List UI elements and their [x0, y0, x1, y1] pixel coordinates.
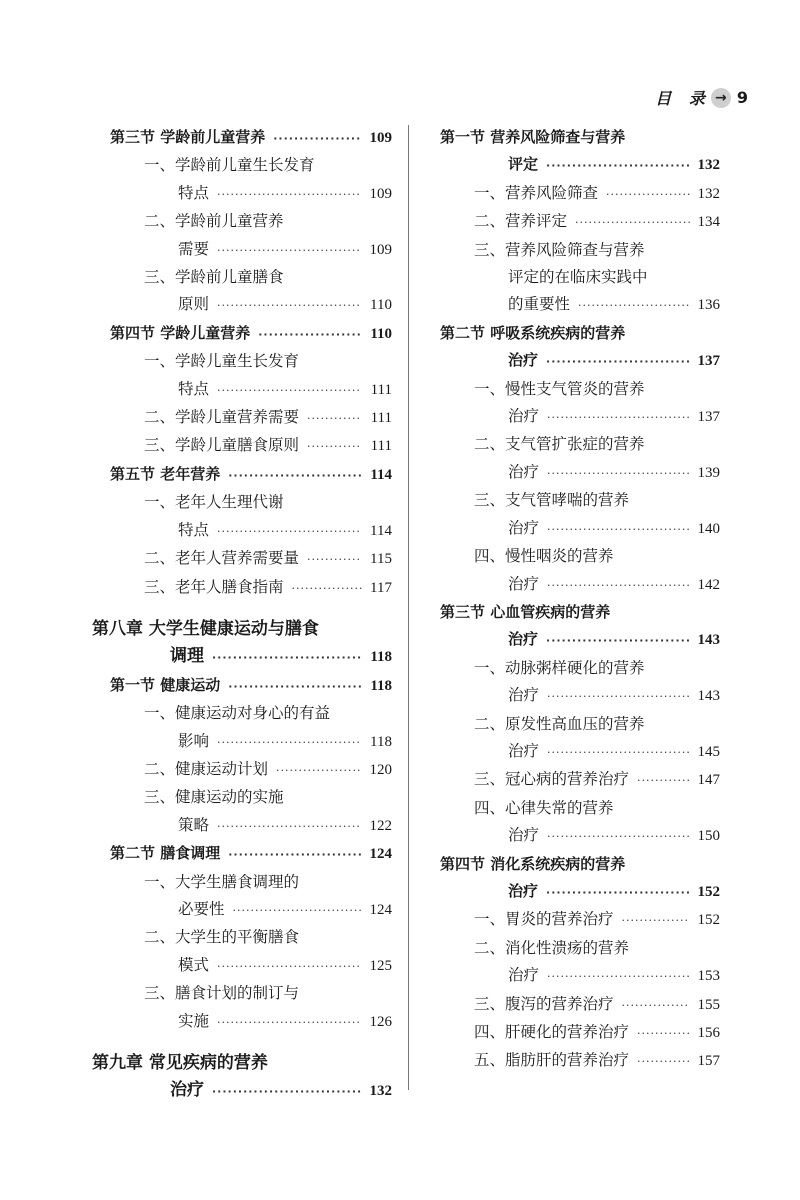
entry-title: 五、脂肪肝的营养治疗: [474, 1051, 630, 1070]
toc-item-entry[interactable]: [440, 208, 720, 236]
toc-item-entry[interactable]: [440, 795, 720, 851]
entry-title: 第一节 健康运动: [110, 675, 221, 694]
page-ref: 111: [370, 381, 392, 398]
entry-title: 一、动脉粥样硬化的营养: [474, 658, 645, 677]
entry-title: 一、健康运动对身心的有益: [144, 704, 331, 723]
entry-title: 第三节 学龄前儿童营养: [110, 128, 266, 146]
leader-dots: [606, 181, 690, 208]
page-ref: 140: [697, 520, 720, 537]
toc-item-entry[interactable]: [440, 655, 720, 711]
entry-title: 二、支气管扩张症的营养: [474, 435, 645, 454]
leader-dots: [622, 992, 690, 1019]
leader-dots: [547, 516, 690, 543]
entry-title-cont: 治疗: [508, 518, 540, 537]
entry-title: 二、学龄儿童营养需要: [144, 408, 300, 427]
entry-title-cont: 影响: [178, 731, 210, 750]
entry-title: 第三节 心血管疾病的营养: [440, 602, 611, 621]
leader-dots: [547, 572, 690, 599]
page-ref: 110: [370, 297, 392, 314]
toc-item-entry[interactable]: [92, 784, 392, 840]
leader-dots: [622, 907, 690, 934]
page-ref: 132: [697, 185, 720, 202]
toc-section-entry[interactable]: [92, 320, 392, 348]
page-header: [655, 86, 748, 109]
toc-chapter-entry[interactable]: [92, 1050, 392, 1106]
leader-dots: [307, 433, 362, 460]
entry-title: 第二节 呼吸系统疾病的营养: [440, 323, 626, 342]
toc-right-column: [440, 124, 720, 1076]
page-ref: 118: [370, 649, 392, 666]
leader-dots: [547, 963, 690, 990]
entry-title: 三、学龄儿童膳食原则: [144, 436, 300, 455]
toc-item-entry[interactable]: [440, 376, 720, 432]
entry-title: 第九章 常见疾病的营养: [92, 1053, 268, 1073]
toc-section-entry[interactable]: [440, 599, 720, 655]
entry-title-cont: 治疗: [508, 741, 540, 760]
leader-dots: [546, 627, 690, 654]
entry-title-cont: 治疗: [508, 826, 540, 845]
leader-dots: [546, 348, 690, 375]
entry-title: 第四节 消化系统疾病的营养: [440, 854, 626, 873]
toc-section-entry[interactable]: [92, 840, 392, 868]
page-ref: 117: [370, 579, 392, 596]
page-ref: 152: [697, 912, 720, 929]
page-ref: 143: [697, 688, 720, 705]
entry-title-cont: 特点: [178, 183, 210, 202]
entry-title: 二、老年人营养需要量: [144, 549, 300, 568]
toc-item-entry[interactable]: [92, 489, 392, 545]
page-ref: 125: [369, 957, 392, 974]
page-number: 9: [736, 88, 748, 107]
toc-item-entry[interactable]: [440, 1047, 720, 1075]
entry-title-cont: 治疗: [170, 1080, 204, 1101]
toc-item-entry[interactable]: [92, 152, 392, 208]
entry-title: 第四节 学龄儿童营养: [110, 323, 251, 342]
page-ref: 120: [369, 761, 392, 778]
header-label: 目 录: [655, 89, 711, 108]
entry-title: 二、健康运动计划: [144, 759, 269, 778]
leader-dots: [217, 377, 362, 404]
leader-dots: [307, 546, 362, 573]
leader-dots: [637, 1048, 690, 1075]
toc-item-entry[interactable]: [440, 1019, 720, 1047]
page-ref: 111: [370, 410, 392, 427]
page-ref: 134: [697, 214, 720, 231]
page-ref: 118: [370, 677, 392, 694]
entry-title: 四、慢性咽炎的营养: [474, 547, 614, 566]
page-ref: 118: [370, 733, 392, 750]
entry-title: 三、营养风险筛查与营养: [474, 240, 645, 259]
leader-dots: [217, 953, 362, 980]
page-ref: 132: [697, 157, 720, 174]
toc-section-entry[interactable]: [92, 461, 392, 489]
entry-title-cont: 特点: [178, 520, 210, 539]
arrow-right-icon: →: [711, 88, 731, 108]
leader-dots: [547, 739, 690, 766]
toc-item-entry[interactable]: [92, 574, 392, 602]
page-ref: 136: [697, 297, 720, 314]
leader-dots: [575, 209, 690, 236]
leader-dots: [217, 518, 362, 545]
entry-title-cont: 治疗: [508, 881, 539, 900]
entry-title-cont: 原则: [178, 295, 210, 314]
entry-title: 三、支气管哮喘的营养: [474, 491, 630, 510]
page-ref: 124: [369, 846, 392, 863]
entry-title: 三、冠心病的营养治疗: [474, 770, 630, 789]
page-ref: 150: [697, 828, 720, 845]
page-ref: 156: [697, 1025, 720, 1041]
toc-item-entry[interactable]: [92, 756, 392, 784]
leader-dots: [233, 897, 362, 924]
leader-dots: [292, 575, 362, 602]
entry-title: 二、学龄前儿童营养: [144, 212, 284, 231]
leader-dots: [547, 823, 690, 850]
page-ref: 132: [369, 1083, 392, 1100]
page-ref: 153: [697, 968, 720, 985]
entry-title-cont: 必要性: [178, 899, 225, 918]
leader-dots: [276, 757, 362, 784]
leader-dots: [217, 181, 362, 208]
page-ref: 115: [370, 551, 392, 568]
leader-dots: [578, 292, 690, 319]
toc-item-entry[interactable]: [440, 180, 720, 208]
toc-section-entry[interactable]: [440, 320, 720, 376]
toc-item-entry[interactable]: [440, 935, 720, 991]
entry-title-cont: 模式: [178, 955, 210, 974]
leader-dots: [217, 813, 362, 840]
page-ref: 143: [697, 632, 720, 649]
page-ref: 147: [697, 772, 720, 789]
page-ref: 152: [697, 883, 720, 900]
toc-item-entry[interactable]: [440, 711, 720, 767]
entry-title: 三、膳食计划的制订与: [144, 984, 300, 1003]
entry-title-cont: 治疗: [508, 351, 539, 370]
toc-item-entry[interactable]: [440, 237, 720, 320]
entry-title: 三、腹泻的营养治疗: [474, 994, 614, 1013]
column-divider: [408, 125, 409, 1090]
page-ref: 124: [369, 901, 392, 918]
entry-title-cont: 调理: [170, 646, 204, 667]
entry-title-cont: 需要: [178, 239, 210, 258]
page-ref: 114: [370, 466, 392, 483]
leader-dots: [217, 1009, 362, 1036]
toc-item-entry[interactable]: [92, 264, 392, 320]
leader-dots: [228, 462, 362, 489]
leader-dots: [307, 405, 362, 432]
entry-title: 三、学龄前儿童膳食: [144, 268, 284, 287]
entry-title: 四、心律失常的营养: [474, 798, 614, 817]
page-ref: 109: [369, 130, 392, 146]
entry-title: 二、大学生的平衡膳食: [144, 928, 300, 947]
entry-title-cont: 治疗: [508, 630, 539, 649]
leader-dots: [547, 404, 690, 431]
entry-title-cont: 治疗: [508, 407, 540, 426]
entry-title-cont: 实施: [178, 1011, 210, 1030]
page-ref: 110: [370, 325, 392, 342]
toc-section-entry[interactable]: [440, 124, 720, 180]
entry-title-cont: 特点: [178, 379, 210, 398]
page-ref: 142: [697, 576, 720, 593]
leader-dots: [212, 1078, 362, 1105]
toc-item-entry[interactable]: [92, 980, 392, 1036]
entry-title: 四、肝硬化的营养治疗: [474, 1023, 630, 1041]
page-ref: 109: [369, 241, 392, 258]
entry-title-cont: 治疗: [508, 574, 540, 593]
entry-title: 二、营养评定: [474, 212, 568, 231]
page-ref: 139: [697, 464, 720, 481]
entry-title: 一、胃炎的营养治疗: [474, 910, 614, 929]
toc-section-entry[interactable]: [440, 851, 720, 907]
toc-item-entry[interactable]: [92, 348, 392, 404]
page-ref: 126: [369, 1013, 392, 1030]
page-ref: 155: [697, 996, 720, 1013]
leader-dots: [217, 237, 362, 264]
toc-item-entry[interactable]: [92, 208, 392, 264]
toc-left-column: [92, 124, 392, 1106]
entry-title-cont: 治疗: [508, 462, 540, 481]
entry-title: 一、学龄儿童生长发育: [144, 352, 300, 371]
entry-title: 一、老年人生理代谢: [144, 493, 284, 512]
entry-title-cont: 治疗: [508, 686, 540, 705]
page-ref: 122: [369, 817, 392, 834]
page-ref: 157: [697, 1053, 720, 1070]
toc-item-entry[interactable]: [440, 543, 720, 599]
entry-title: 第五节 老年营养: [110, 464, 221, 483]
leader-dots: [217, 292, 362, 319]
entry-title: 一、慢性支气管炎的营养: [474, 379, 645, 398]
leader-dots: [637, 767, 690, 794]
toc-item-entry[interactable]: [440, 991, 720, 1019]
leader-dots: [273, 125, 362, 152]
leader-dots: [546, 879, 690, 906]
toc-item-entry[interactable]: [92, 404, 392, 432]
entry-title: 二、消化性溃疡的营养: [474, 938, 630, 957]
entry-title: 一、营养风险筛查: [474, 183, 599, 202]
entry-title: 第一节 营养风险筛查与营养: [440, 128, 626, 146]
page-ref: 137: [697, 353, 720, 370]
toc-item-entry[interactable]: [92, 869, 392, 925]
entry-title: 一、学龄前儿童生长发育: [144, 156, 315, 175]
leader-dots: [217, 729, 362, 756]
leader-dots: [258, 321, 362, 348]
toc-section-entry[interactable]: [92, 672, 392, 700]
leader-dots: [228, 841, 362, 868]
toc-item-entry[interactable]: [440, 487, 720, 543]
entry-title-cont: 策略: [178, 815, 210, 834]
page-ref: 114: [370, 522, 392, 539]
page-ref: 111: [370, 438, 392, 455]
toc-item-entry[interactable]: [440, 431, 720, 487]
leader-dots: [546, 152, 690, 179]
entry-title: 二、原发性高血压的营养: [474, 714, 645, 733]
leader-dots: [212, 644, 362, 671]
toc-item-entry[interactable]: [440, 766, 720, 794]
entry-title-cont: 评定的在临床实践中: [508, 268, 648, 287]
entry-title: 第二节 膳食调理: [110, 844, 221, 863]
toc-item-entry[interactable]: [92, 432, 392, 460]
leader-dots: [637, 1020, 690, 1047]
page-ref: 145: [697, 743, 720, 760]
toc-item-entry[interactable]: [92, 700, 392, 756]
toc-chapter-entry[interactable]: [92, 616, 392, 672]
toc-item-entry[interactable]: [92, 545, 392, 573]
leader-dots: [228, 673, 362, 700]
toc-section-entry[interactable]: [92, 124, 392, 152]
entry-title-cont: 评定: [508, 155, 539, 174]
entry-title: 一、大学生膳食调理的: [144, 872, 300, 891]
entry-title: 三、老年人膳食指南: [144, 577, 284, 596]
entry-title: 三、健康运动的实施: [144, 788, 284, 807]
entry-title: 第八章 大学生健康运动与膳食: [92, 618, 319, 639]
entry-title-cont: 的重要性: [508, 295, 571, 314]
entry-title-cont: 治疗: [508, 966, 540, 985]
leader-dots: [547, 683, 690, 710]
page-ref: 109: [369, 185, 392, 202]
page-ref: 137: [697, 409, 720, 426]
toc-item-entry[interactable]: [440, 906, 720, 934]
toc-item-entry[interactable]: [92, 924, 392, 980]
leader-dots: [547, 460, 690, 487]
